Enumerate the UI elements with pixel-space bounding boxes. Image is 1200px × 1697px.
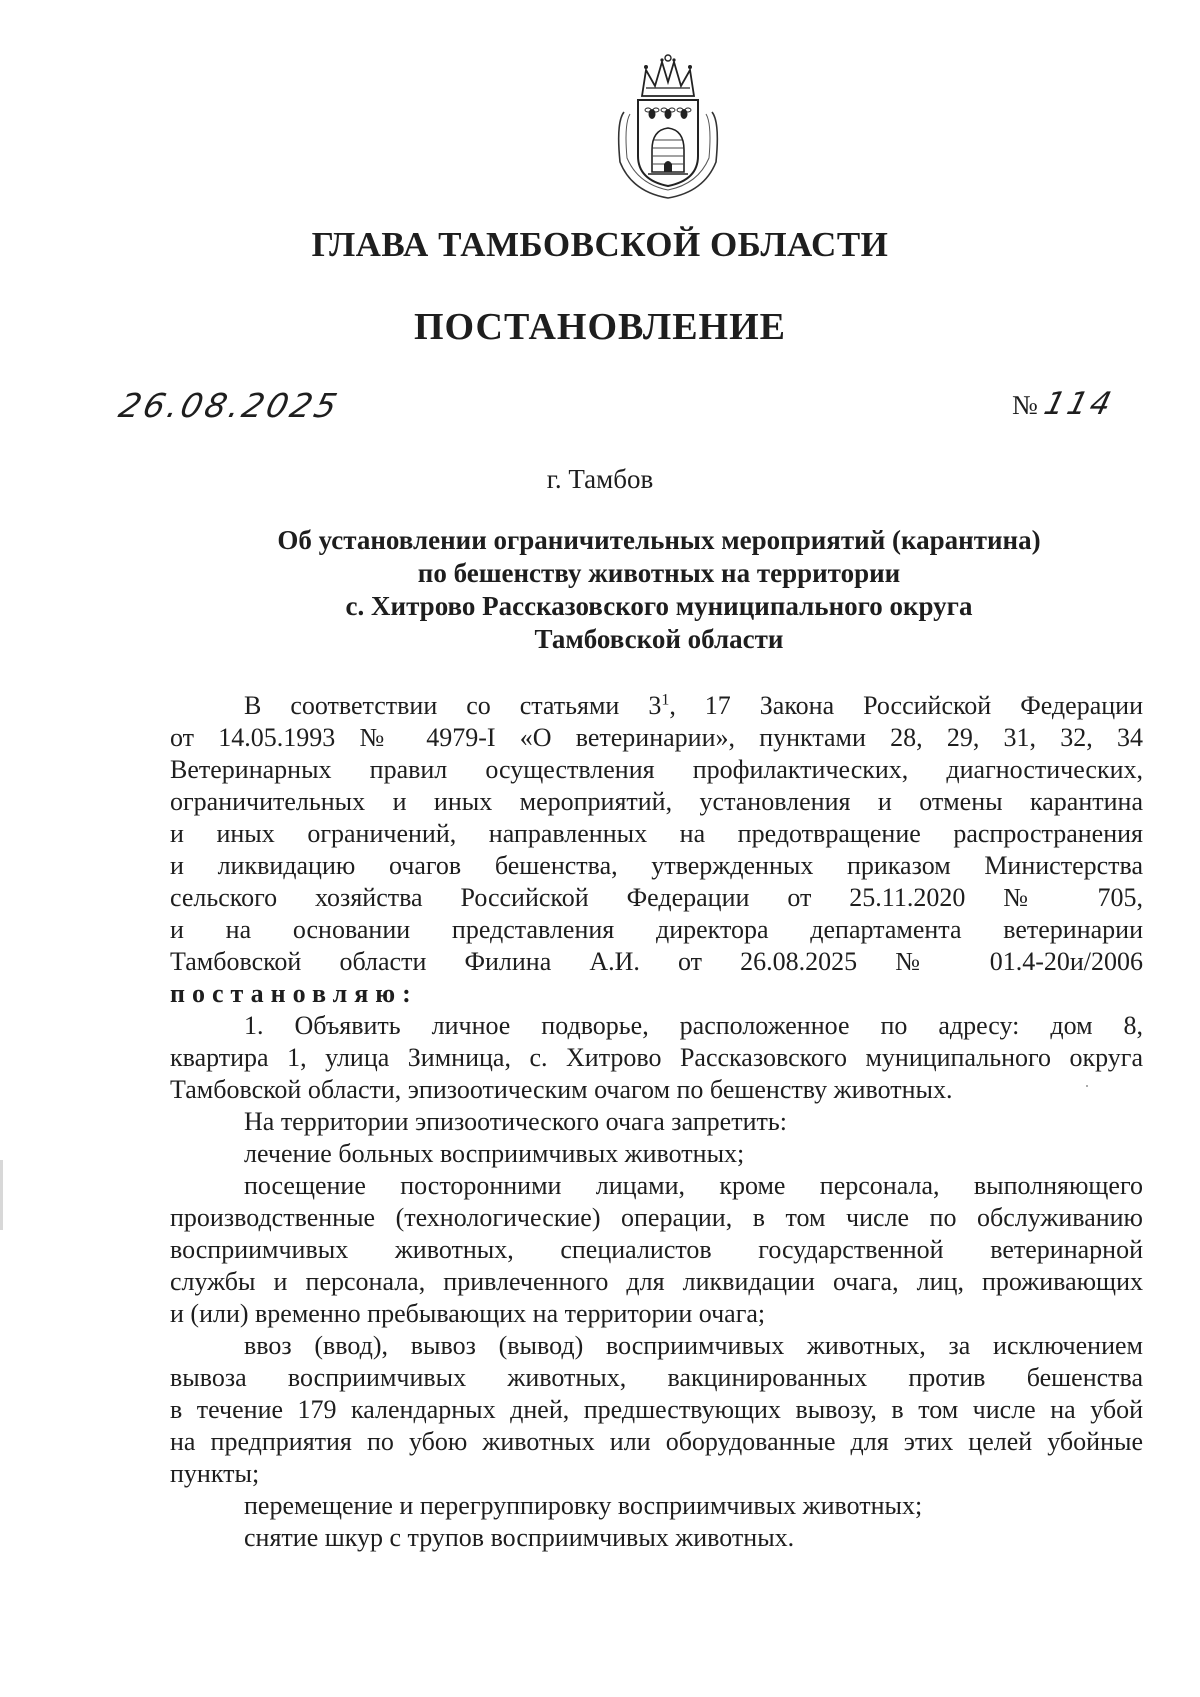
document-title xyxy=(120,524,1198,656)
paragraph-line: и (или) временно пребывающих на территории очага; xyxy=(170,1299,766,1328)
paragraph-line: На территории эпизоотического очага запретить: xyxy=(244,1107,787,1136)
paragraph-line: квартира 1, улица Зимница, с. Хитрово Рассказовского муниципального округа xyxy=(170,1043,1143,1072)
paragraph-line: пункты; xyxy=(170,1459,260,1488)
paragraph-line: посещение посторонними лицами, кроме персонала, выполняющего xyxy=(244,1171,1143,1200)
paragraph-line: на предприятия по убою животных или оборудованные для этих целей убойные xyxy=(170,1427,1143,1456)
title-line: Об установлении ограничительных мероприятий (карантина) xyxy=(277,525,1041,555)
paragraph-line: службы и персонала, привлеченного для ликвидации очага, лиц, проживающих xyxy=(170,1267,1143,1296)
handwritten-date: 26.08.2025 xyxy=(115,386,344,425)
preamble-line: Ветеринарных правил осуществления профилактических, диагностических, xyxy=(170,755,1143,784)
paragraph-line: снятие шкур с трупов восприимчивых животных. xyxy=(244,1523,795,1552)
preamble-line: ограничительных и иных мероприятий, установления и отмены карантина xyxy=(170,787,1143,816)
preamble-text: В соответствии со статьями 3 xyxy=(244,691,662,720)
title-line: по бешенству животных на территории xyxy=(417,558,901,588)
document-number xyxy=(1012,386,1118,422)
number-prefix: № xyxy=(1012,390,1038,420)
paragraph-line: в течение 179 календарных дней, предшествующих вывозу, в том числе на убой xyxy=(170,1395,1143,1424)
preamble-text: , 17 Закона Российской Федерации xyxy=(669,691,1143,720)
paragraph-line: восприимчивых животных, специалистов государственной ветеринарной xyxy=(170,1235,1143,1264)
document-type: ПОСТАНОВЛЕНИЕ xyxy=(413,306,787,348)
scan-artifact xyxy=(1086,1085,1088,1087)
org-title: ГЛАВА ТАМБОВСКОЙ ОБЛАСТИ xyxy=(311,225,889,264)
title-line: Тамбовской области xyxy=(534,624,784,654)
preamble-line xyxy=(170,690,1143,722)
coat-of-arms-icon xyxy=(612,52,724,202)
city-line: г. Тамбов xyxy=(546,464,654,494)
paragraph-line: вывоза восприимчивых животных, вакцинированных против бешенства xyxy=(170,1363,1143,1392)
paragraph-line: перемещение и перегруппировку восприимчивых животных; xyxy=(244,1491,923,1520)
paragraph-line: 1. Объявить личное подворье, расположенное по адресу: дом 8, xyxy=(244,1011,1143,1040)
title-line: с. Хитрово Рассказовского муниципального округа xyxy=(345,591,973,621)
paragraph-line: производственные (технологические) операции, в том числе по обслуживанию xyxy=(170,1203,1143,1232)
paragraph-line: ввоз (ввод), вывоз (вывод) восприимчивых животных, за исключением xyxy=(244,1331,1143,1360)
handwritten-number: 114 xyxy=(1040,386,1118,422)
superscript: 1 xyxy=(661,691,670,709)
paragraph-line: лечение больных восприимчивых животных; xyxy=(244,1139,745,1168)
coat-of-arms-emblem xyxy=(612,52,724,202)
preamble-line: Тамбовской области Филина А.И. от 26.08.2025 № 01.4-20и/2006 xyxy=(170,947,1143,976)
document-date xyxy=(115,386,344,425)
paragraph-line: Тамбовской области, эпизоотическим очагом по бешенству животных. xyxy=(170,1075,953,1104)
document-body xyxy=(170,690,1143,1554)
scan-artifact xyxy=(0,1160,3,1230)
preamble-line: и ликвидацию очагов бешенства, утвержденных приказом Министерства xyxy=(170,851,1143,880)
preamble-line: и на основании представления директора департамента ветеринарии xyxy=(170,915,1143,944)
decree-word: постановляю: xyxy=(170,979,418,1008)
preamble-line: сельского хозяйства Российской Федерации от 25.11.2020 № 705, xyxy=(170,883,1143,912)
preamble-line: от 14.05.1993 № 4979-I «О ветеринарии», пунктами 28, 29, 31, 32, 34 xyxy=(170,723,1143,752)
preamble-line: и иных ограничений, направленных на предотвращение распространения xyxy=(170,819,1143,848)
